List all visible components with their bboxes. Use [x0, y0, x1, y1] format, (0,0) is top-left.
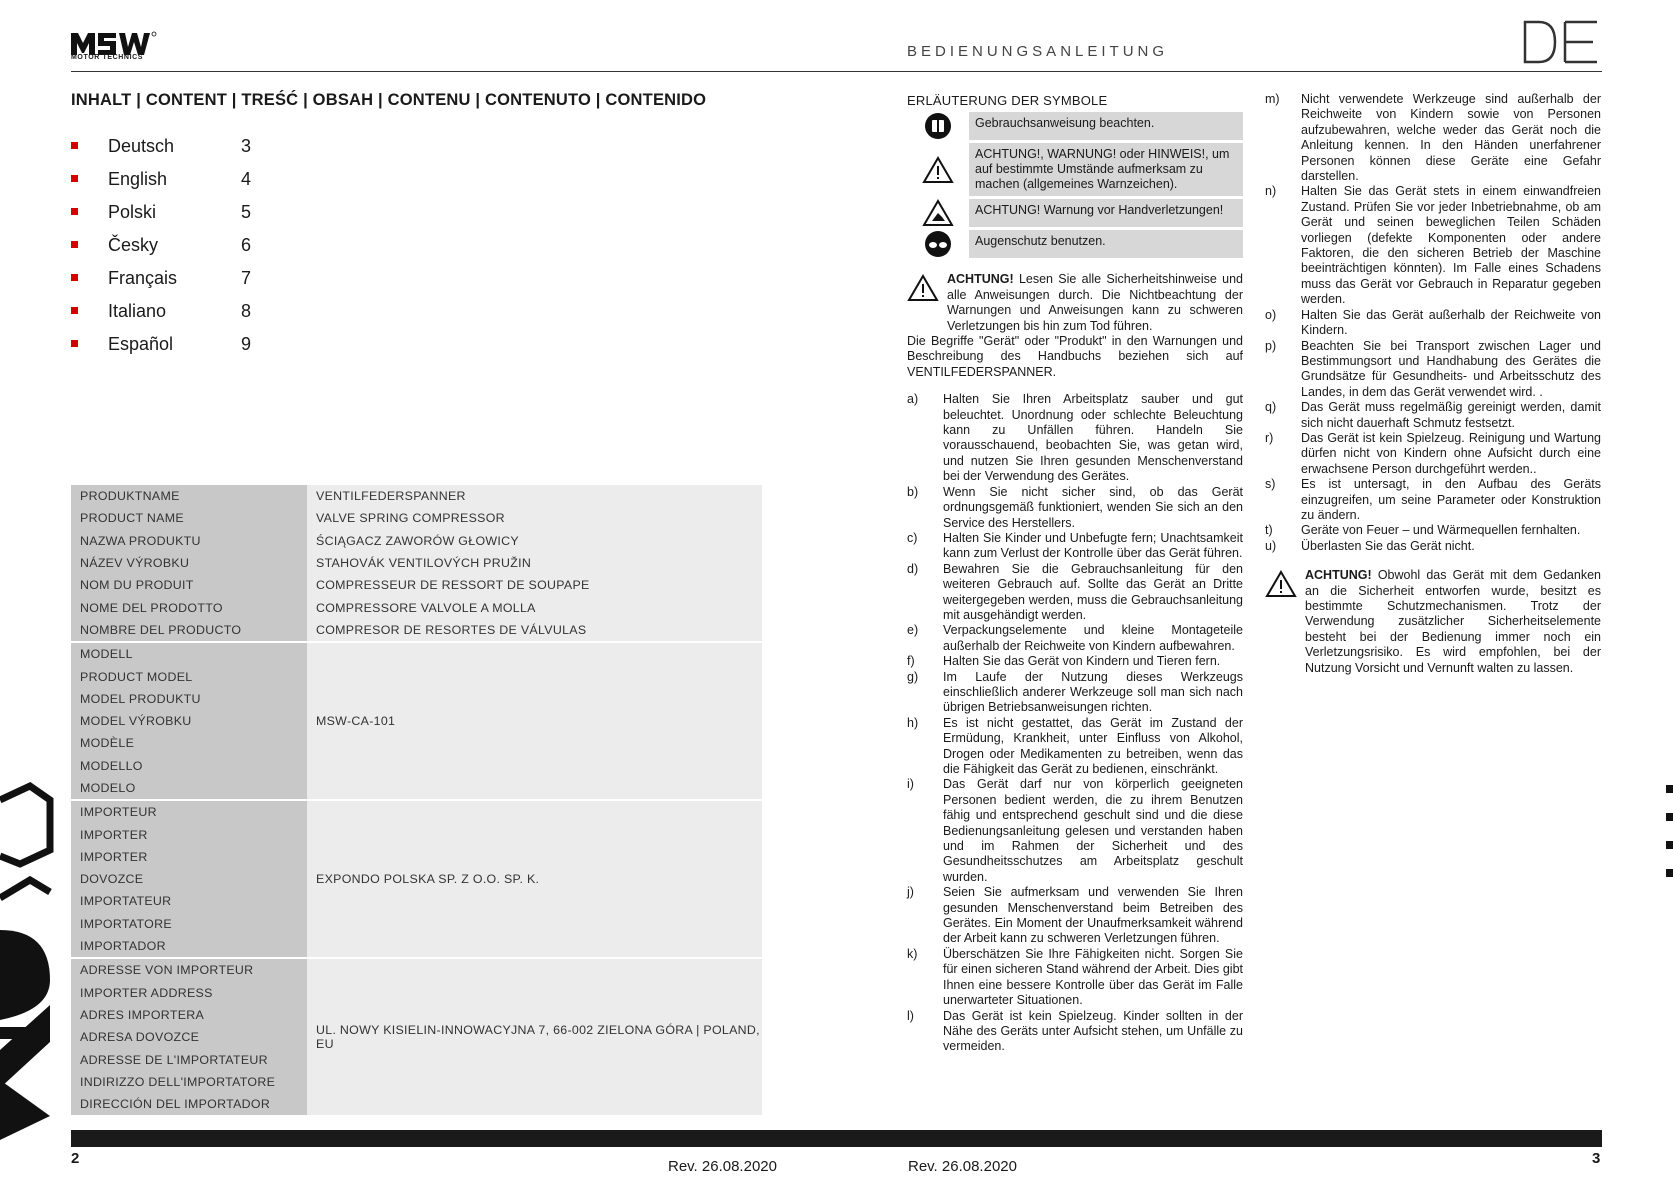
table-label: IMPORTATORE: [71, 913, 307, 935]
list-text: Das Gerät muss regelmäßig gereinigt werden, damit sich nicht dauerhaft Schmutz festsetzt.: [1301, 400, 1601, 430]
symbol-row: [907, 143, 1243, 196]
table-label: PRODUCT NAME: [71, 507, 307, 529]
list-text: Im Laufe der Nutzung dieses Werkzeugs einschließlich anderer Werkzeuge soll man sich nach übrigen Betriebsanweisungen richten.: [943, 669, 1243, 715]
list-text: Überschätzen Sie Ihre Fähigkeiten nicht. Sorgen Sie für einen sicheren Stand während der Arbeit. Dies gibt Ihnen eine bessere Kontrolle über das Gerät im Falle unerwarteter Situationen.: [943, 946, 1243, 1008]
table-value: COMPRESSORE VALVOLE A MOLLA: [307, 596, 762, 618]
bullet-icon: [71, 340, 78, 347]
list-marker: q): [1265, 400, 1277, 415]
list-marker: g): [907, 669, 919, 684]
document-title: BEDIENUNGSANLEITUNG: [907, 43, 1169, 60]
list-item: [1265, 539, 1601, 554]
residual-risk-warning: [1265, 568, 1601, 676]
warning-text: [1305, 568, 1601, 676]
toc-page: 8: [241, 301, 252, 321]
toc-page: 4: [241, 169, 252, 189]
list-marker: m): [1265, 92, 1280, 106]
footer-bar: [71, 1130, 1602, 1147]
list-item: [1265, 339, 1601, 401]
table-label: ADRESA DOVOZCE: [71, 1026, 307, 1048]
eye-protection-icon: [907, 230, 969, 258]
general-warning: [907, 272, 1243, 334]
language-code: [1521, 18, 1601, 66]
table-row: [71, 596, 762, 618]
toc-item[interactable]: [71, 328, 331, 361]
side-logo-decoration: [0, 780, 60, 1140]
table-value: UL. NOWY KISIELIN-INNOWACYJNA 7, 66-002 ZIELONA GÓRA | POLAND, EU: [307, 958, 762, 1115]
list-marker: b): [907, 484, 919, 499]
list-item: [907, 885, 1243, 947]
warning-text: [947, 272, 1243, 334]
list-item: [907, 654, 1243, 669]
symbol-row: [907, 199, 1243, 227]
list-text: Das Gerät ist kein Spielzeug. Reinigung und Wartung dürfen nicht von Kindern ohne Aufsicht durch eine erwachsene Person durchgeführt werden..: [1301, 430, 1601, 476]
toc-item[interactable]: [71, 196, 331, 229]
list-item: [907, 947, 1243, 1009]
list-marker: r): [1265, 430, 1274, 445]
list-text: Seien Sie aufmerksam und verwenden Sie Ihren gesunden Menschenverstand beim Betreiben des Gerätes. Ein Moment der Unaufmerksamkeit während der Arbeit kann zu schweren Verletzungen führen.: [943, 885, 1243, 946]
table-label: NOMBRE DEL PRODUCTO: [71, 619, 307, 642]
table-label: IMPORTER: [71, 846, 307, 868]
toc-language: English: [108, 169, 168, 189]
table-row: [71, 642, 762, 665]
list-item: [907, 531, 1243, 562]
intro-text: Die Begriffe "Gerät" oder "Produkt" in den Warnungen und Beschreibung des Handbuchs beziehen sich auf VENTILFEDERSPANNER.: [907, 334, 1243, 379]
table-value: MSW-CA-101: [307, 642, 762, 800]
list-item: [1265, 477, 1601, 523]
list-text: Halten Sie das Gerät außerhalb der Reichweite von Kindern.: [1301, 307, 1601, 338]
table-value: ŚCIĄGACZ ZAWORÓW GŁOWICY: [307, 530, 762, 552]
list-item: [907, 562, 1243, 624]
warning-label: ACHTUNG!: [1305, 568, 1372, 583]
toc-page: 5: [241, 202, 252, 222]
list-marker: s): [1265, 477, 1276, 492]
toc-page: 6: [241, 235, 252, 255]
toc-language: Français: [108, 268, 178, 288]
list-marker: e): [907, 623, 919, 638]
table-label: IMPORTADOR: [71, 935, 307, 958]
bullet-icon: [71, 307, 78, 314]
list-text: Halten Sie Ihren Arbeitsplatz sauber und gut beleuchtet. Unordnung oder schlechte Beleuchtung kann zu Unfällen führen. Handeln Sie vorausschauend, beobachten Sie, was getan wird, und nutzen Sie Ihren gesunden Menschenverstand bei der Verwendung des Gerätes.: [943, 392, 1243, 484]
table-label: IMPORTEUR: [71, 800, 307, 823]
table-value: VENTILFEDERSPANNER: [307, 485, 762, 507]
table-row: [71, 800, 762, 823]
warning-triangle-icon: [1265, 568, 1305, 676]
table-label: NOM DU PRODUIT: [71, 574, 307, 596]
table-row: [71, 552, 762, 574]
warning-body: Obwohl das Gerät mit dem Gedanken an die Sicherheit entworfen wurde, besitzt es bestimmte Schutzmechanismen. Trotz der Verwendung zusätzlicher Sicherheitselemente besteht bei der Bedienung immer noch ein Verletzungsrisiko. Es wird empfohlen, bei der Nutzung Vorsicht und Vernunft walten zu lassen.: [1305, 568, 1601, 675]
table-value: COMPRESSEUR DE RESSORT DE SOUPAPE: [307, 574, 762, 596]
list-text: Halten Sie das Gerät von Kindern und Tieren fern.: [943, 654, 1221, 669]
symbol-text: Augenschutz benutzen.: [969, 230, 1243, 258]
list-marker: j): [907, 885, 914, 900]
symbol-row: [907, 112, 1243, 140]
list-item: [907, 716, 1243, 778]
list-text: Wenn Sie nicht sicher sind, ob das Gerät ordnungsgemäß funktioniert, wenden Sie sich an den Service des Herstellers.: [943, 484, 1243, 530]
table-row: [71, 530, 762, 552]
list-text: Halten Sie das Gerät stets in einem einwandfreien Zustand. Prüfen Sie vor jeder Inbetriebnahme, ob am Gerät und seinen beweglichen Teilen Schäden vorliegen (defekte Komponenten oder andere Faktoren, die den sicheren Betrieb der Maschine beeinträchtigen könnten). Im Falle eines Schadens muss das Gerät vor Gebrauch in Reparatur gegeben werden.: [1301, 184, 1601, 307]
safety-column-right: [1265, 92, 1601, 676]
header-divider: [71, 71, 1602, 72]
table-row: [71, 619, 762, 642]
warning-triangle-icon: [907, 143, 969, 196]
list-text: Es ist nicht gestattet, das Gerät im Zustand der Ermüdung, Krankheit, unter Einfluss von Alkohol, Drogen oder Medikamenten zu betreiben, wenn das die Fähigkeit das Gerät zu bedienen, einschränkt.: [943, 715, 1243, 776]
list-marker: a): [907, 392, 919, 407]
list-text: Überlasten Sie das Gerät nicht.: [1301, 538, 1475, 553]
table-row: [71, 574, 762, 596]
toc-item[interactable]: [71, 229, 331, 262]
list-marker: u): [1265, 538, 1277, 553]
list-text: Nicht verwendete Werkzeuge sind außerhalb der Reichweite von Kindern sowie von Personen aufzubewahren, welche weder das Gerät noch die Anleitung kennen. In den Händen unerfahrener Personen können diese Geräte eine Gefahr darstellen.: [1301, 92, 1601, 184]
symbol-text: ACHTUNG! Warnung vor Handverletzungen!: [969, 199, 1243, 227]
table-label: ADRES IMPORTERA: [71, 1004, 307, 1026]
table-label: INDIRIZZO DELL'IMPORTATORE: [71, 1071, 307, 1093]
toc-item[interactable]: [71, 295, 331, 328]
warning-body: Lesen Sie alle Sicherheitshinweise und alle Anweisungen durch. Die Nichtbeachtung der Warnungen und Anweisungen kann zu schweren Verletzungen bis hin zum Tod führen.: [947, 272, 1243, 333]
list-item: [1265, 523, 1601, 538]
bullet-icon: [71, 208, 78, 215]
table-label: NÁZEV VÝROBKU: [71, 552, 307, 574]
table-label: MODÈLE: [71, 732, 307, 754]
list-item: [907, 670, 1243, 716]
table-value: VALVE SPRING COMPRESSOR: [307, 507, 762, 529]
list-text: Bewahren Sie die Gebrauchsanleitung für den weiteren Gebrauch auf. Sollte das Gerät an Dritte weitergegeben werden, muss die Gebrauchsanleitung mit ausgehändigt werden.: [943, 561, 1243, 622]
list-marker: n): [1265, 184, 1277, 199]
toc-language: Česky: [108, 235, 159, 255]
list-item: [907, 392, 1243, 484]
bullet-icon: [71, 274, 78, 281]
toc-language: Polski: [108, 202, 157, 222]
manual-icon: [907, 112, 969, 140]
bullet-icon: [71, 241, 78, 248]
hand-injury-icon: [907, 199, 969, 227]
list-item: [1265, 400, 1601, 431]
table-label: IMPORTER: [71, 823, 307, 845]
list-item: [907, 1009, 1243, 1055]
bullet-icon: [71, 175, 78, 182]
toc-language: Español: [108, 334, 174, 354]
list-marker: f): [907, 654, 915, 669]
product-info-table: [71, 485, 762, 1115]
revision-left: Rev. 26.08.2020: [668, 1158, 777, 1175]
list-marker: k): [907, 946, 918, 961]
list-text: Verpackungselemente und kleine Montageteile außerhalb der Reichweite von Kindern aufbewahren.: [943, 623, 1243, 653]
toc-title: INHALT | CONTENT | TREŚĆ | OBSAH | CONTENU | CONTENUTO | CONTENIDO: [71, 91, 707, 109]
list-item: [907, 777, 1243, 885]
logo-subtitle: MOTOR TECHNICS: [71, 54, 144, 61]
toc-item[interactable]: [71, 130, 331, 163]
list-marker: o): [1265, 307, 1277, 322]
list-text: Das Gerät darf nur von körperlich geeigneten Personen bedient werden, die zu ihrem Benutzen fähig und entsprechend geschult sind und die diese Bedienungsanleitung gelesen und verstanden haben und im Rahmen der Sicherheit und des Gesundheitsschutzes am Arbeitsplatz geschult wurden.: [943, 777, 1243, 884]
table-row: [71, 507, 762, 529]
revision-right: Rev. 26.08.2020: [908, 1158, 1017, 1175]
list-text: Halten Sie Kinder und Unbefugte fern; Unachtsamkeit kann zum Verlust der Kontrolle über das Gerät führen.: [943, 530, 1243, 561]
table-label: MODELO: [71, 777, 307, 800]
list-text: Das Gerät ist kein Spielzeug. Kinder sollten in der Nähe des Geräts unter Aufsicht stehen, um Unfälle zu vermeiden.: [943, 1008, 1243, 1054]
warning-triangle-icon: [907, 272, 947, 334]
list-item: [1265, 184, 1601, 307]
toc-item[interactable]: [71, 163, 331, 196]
table-label: ADRESSE DE L'IMPORTATEUR: [71, 1048, 307, 1070]
list-item: [1265, 431, 1601, 477]
list-marker: p): [1265, 338, 1277, 353]
safety-column-left: [907, 93, 1243, 1055]
table-label: MODEL PRODUKTU: [71, 688, 307, 710]
table-label: MODEL VÝROBKU: [71, 710, 307, 732]
list-marker: d): [907, 561, 919, 576]
table-label: MODELLO: [71, 755, 307, 777]
symbols-title: ERLÄUTERUNG DER SYMBOLE: [907, 93, 1108, 108]
table-label: IMPORTATEUR: [71, 890, 307, 912]
table-value: STAHOVÁK VENTILOVÝCH PRUŽIN: [307, 552, 762, 574]
table-value: COMPRESOR DE RESORTES DE VÁLVULAS: [307, 619, 762, 642]
table-label: PRODUCT MODEL: [71, 665, 307, 687]
toc-page: 7: [241, 268, 252, 288]
warning-label: ACHTUNG!: [947, 272, 1014, 287]
page-number-right: 3: [1592, 1150, 1601, 1167]
language-code-glyph: [1521, 18, 1601, 66]
safety-rules-list: [1265, 92, 1601, 554]
table-label: NOME DEL PRODOTTO: [71, 596, 307, 618]
list-marker: l): [907, 1008, 914, 1023]
table-label: DOVOZCE: [71, 868, 307, 890]
list-item: [1265, 92, 1601, 184]
toc-page: 3: [241, 136, 252, 156]
list-text: Beachten Sie bei Transport zwischen Lager und Bestimmungsort und Handhabung des Gerätes die Grundsätze für Gesundheits- und Arbeitsschutz des Landes, in dem das Gerät verwendet wird. .: [1301, 338, 1601, 399]
page-number-left: 2: [71, 1150, 80, 1167]
toc-page: 9: [241, 334, 252, 354]
toc-language: Deutsch: [108, 136, 175, 156]
list-item: [907, 485, 1243, 531]
table-label: IMPORTER ADDRESS: [71, 982, 307, 1004]
symbol-text: ACHTUNG!, WARNUNG! oder HINWEIS!, um auf bestimmte Umstände aufmerksam zu machen (allgemeines Warnzeichen).: [969, 143, 1243, 196]
toc-item[interactable]: [71, 262, 331, 295]
list-text: Es ist untersagt, in den Aufbau des Geräts einzugreifen, um seine Parameter oder Konstruktion zu ändern.: [1301, 477, 1601, 522]
table-label: PRODUKTNAME: [71, 485, 307, 507]
table-row: [71, 485, 762, 507]
table-row: [71, 958, 762, 981]
table-label: MODELL: [71, 642, 307, 665]
symbol-text: Gebrauchsanweisung beachten.: [969, 112, 1243, 140]
bullet-icon: [71, 142, 78, 149]
safety-rules-list: [907, 392, 1243, 1054]
toc-list: [71, 130, 331, 361]
list-marker: h): [907, 715, 919, 730]
right-edge-decoration: [1664, 785, 1673, 905]
table-value: EXPONDO POLSKA SP. Z O.O. SP. K.: [307, 800, 762, 958]
list-text: Geräte von Feuer – und Wärmequellen fernhalten.: [1301, 523, 1581, 538]
list-marker: i): [907, 777, 914, 792]
symbol-row: [907, 230, 1243, 258]
list-marker: c): [907, 530, 918, 545]
list-item: [907, 623, 1243, 654]
table-label: DIRECCIÓN DEL IMPORTADOR: [71, 1093, 307, 1115]
toc-language: Italiano: [108, 301, 167, 321]
list-item: [1265, 308, 1601, 339]
list-marker: t): [1265, 523, 1273, 538]
table-label: NAZWA PRODUKTU: [71, 530, 307, 552]
table-label: ADRESSE VON IMPORTEUR: [71, 958, 307, 981]
